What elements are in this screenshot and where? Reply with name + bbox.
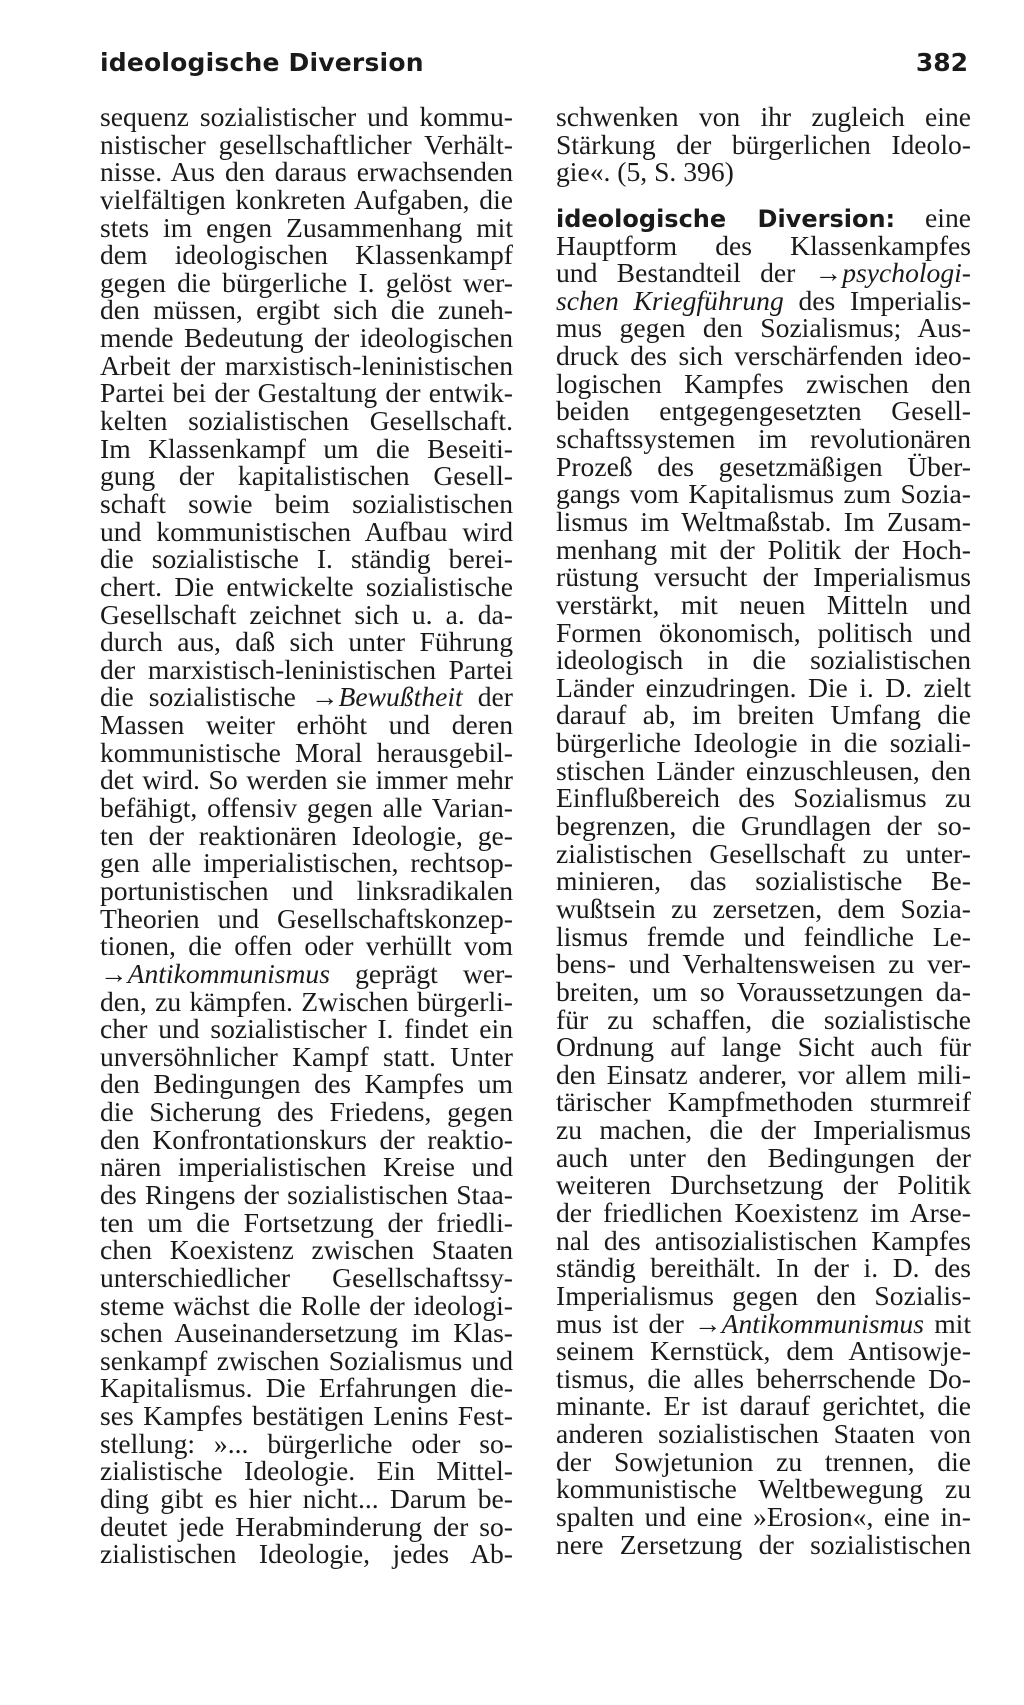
text-line: befähigt, offensiv gegen alle Varian- <box>100 792 513 824</box>
text-line: gung der kapitalistischen Gesell- <box>100 460 513 492</box>
text-line: tionen, die offen oder verhüllt vom <box>100 930 513 962</box>
dictionary-entry <box>556 201 971 1560</box>
cross-reference-term: schen Kriegführung <box>556 284 784 316</box>
text-line: bens- und Verhaltensweisen zu ver- <box>556 948 971 980</box>
entry-keyword: ideologische Diversion: <box>556 204 896 233</box>
text-line: beiden entgegengesetzten Gesell- <box>556 395 971 427</box>
cross-reference-term: Antikommunismus <box>721 1307 924 1339</box>
text-line: begrenzen, die Grundlagen der so- <box>556 810 971 842</box>
text-line: stellung: »... bürgerliche oder so- <box>100 1427 513 1459</box>
text-line: ständig bereithält. In der i. D. des <box>556 1252 971 1284</box>
text-line: sequenz sozialistischer und kommu- <box>100 101 513 132</box>
text-line: portunistischen und linksradikalen <box>100 874 513 906</box>
text-line: tärischer Kampfmethoden sturmreif <box>556 1086 971 1118</box>
text-line: Partei bei der Gestaltung der entwik- <box>100 377 513 409</box>
cross-reference-term: Bewußtheit <box>338 681 463 713</box>
text-line: die sozialistische I. ständig berei- <box>100 543 513 575</box>
text-line: mus gegen den Sozialismus; Aus- <box>556 312 971 344</box>
text-line: det wird. So werden sie immer mehr <box>100 764 513 796</box>
text-line: rüstung versucht der Imperialismus <box>556 561 971 593</box>
text-line: bürgerliche Ideologie in die soziali- <box>556 727 971 759</box>
text-line: und kommunistischen Aufbau wird <box>100 515 513 547</box>
text-line <box>556 284 971 316</box>
text-line: gen alle imperialistischen, rechtsop- <box>100 847 513 879</box>
text-line: nären imperialistischen Kreise und <box>100 1151 513 1183</box>
line-fragment: mit <box>923 1307 971 1339</box>
text-line: ideologisch in die sozialistischen <box>556 644 971 676</box>
text-line: spalten und eine »Erosion«, eine in- <box>556 1501 971 1533</box>
text-line <box>100 683 513 711</box>
text-line: deutet jede Herabminderung der so- <box>100 1510 513 1542</box>
cross-reference-arrow: → <box>814 257 843 289</box>
text-line: dem ideologischen Klassenkampf <box>100 239 513 271</box>
text-line: Prozeß des gesetzmäßigen Über- <box>556 450 971 482</box>
text-line: Theorien und Gesellschaftskonzep- <box>100 902 513 934</box>
text-line: Stärkung der bürgerlichen Ideolo- <box>556 128 971 160</box>
text-line <box>100 957 513 989</box>
text-line: zu machen, die der Imperialismus <box>556 1114 971 1146</box>
text-line: ten der reaktionären Ideologie, ge- <box>100 819 513 851</box>
text-line: den Bedingungen des Kampfes um <box>100 1068 513 1100</box>
text-line: zialistische Ideologie. Ein Mittel- <box>100 1455 513 1487</box>
cross-reference-arrow: → <box>310 681 339 713</box>
text-line: den Einsatz anderer, vor allem mili- <box>556 1058 971 1090</box>
text-line: die Sicherung des Friedens, gegen <box>100 1096 513 1128</box>
text-line: schaft sowie beim sozialistischen <box>100 487 513 519</box>
text-line: seinem Kernstück, dem Antisowje- <box>556 1335 971 1367</box>
text-line: stets im engen Zusammenhang mit <box>100 211 513 243</box>
text-line: gangs vom Kapitalismus zum Sozia- <box>556 478 971 510</box>
text-line: anderen sozialistischen Staaten von <box>556 1418 971 1450</box>
text-line: der friedlichen Koexistenz im Arse- <box>556 1196 971 1228</box>
text-line: den, zu kämpfen. Zwischen bürgerli- <box>100 985 513 1017</box>
entry-first-line-rest: eine <box>895 201 971 233</box>
text-line: der Sowjetunion zu trennen, die <box>556 1445 971 1477</box>
page-number: 382 <box>915 48 968 77</box>
text-line: Im Klassenkampf um die Beseiti- <box>100 432 513 464</box>
text-line: steme wächst die Rolle der ideologi- <box>100 1289 513 1321</box>
line-fragment: der <box>462 681 513 713</box>
text-line: schen Auseinandersetzung im Klas- <box>100 1317 513 1349</box>
running-head-title: ideologische Diversion <box>100 48 424 77</box>
cross-reference-term: psychologi- <box>842 257 971 289</box>
text-line: den Konfrontationskurs der reaktio- <box>100 1123 513 1155</box>
text-line: cher und sozialistischer I. findet ein <box>100 1013 513 1045</box>
cross-reference-term: Antikommunismus <box>127 957 330 989</box>
line-fragment: geprägt wer- <box>329 957 513 989</box>
text-line: ten um die Fortsetzung der friedli- <box>100 1206 513 1238</box>
text-line: schwenken von ihr zugleich eine <box>556 101 971 132</box>
continuation-paragraph <box>556 103 971 186</box>
text-line: lismus fremde und feindliche Le- <box>556 920 971 952</box>
text-line: Imperialismus gegen den Sozialis- <box>556 1279 971 1311</box>
text-line: kommunistische Moral herausgebil- <box>100 736 513 768</box>
text-line: nisse. Aus den daraus erwachsenden <box>100 156 513 188</box>
text-line: zialistischen Gesellschaft zu unter- <box>556 837 971 869</box>
text-line: Arbeit der marxistisch-leninistischen <box>100 349 513 381</box>
running-head <box>100 48 968 88</box>
right-text-column <box>556 103 971 1558</box>
line-fragment: des Imperialis- <box>783 284 971 316</box>
text-line: Formen ökonomisch, politisch und <box>556 616 971 648</box>
left-text-column <box>100 103 513 1568</box>
text-line: Hauptform des Klassenkampfes <box>556 229 971 261</box>
text-line: verstärkt, mit neuen Mitteln und <box>556 588 971 620</box>
text-line: lismus im Weltmaßstab. Im Zusam- <box>556 505 971 537</box>
text-line: druck des sich verschärfenden ideo- <box>556 340 971 372</box>
text-line <box>556 259 971 287</box>
text-line: Länder einzudringen. Die i. D. zielt <box>556 671 971 703</box>
cross-reference-arrow: → <box>100 957 128 989</box>
text-line: weiteren Durchsetzung der Politik <box>556 1169 971 1201</box>
text-line: minante. Er ist darauf gerichtet, die <box>556 1390 971 1422</box>
text-line: des Ringens der sozialistischen Staa- <box>100 1178 513 1210</box>
text-line: kelten sozialistischen Gesellschaft. <box>100 405 513 437</box>
text-line: tismus, die alles beherrschende Do- <box>556 1362 971 1394</box>
text-line: durch aus, daß sich unter Führung <box>100 626 513 658</box>
text-line: unterschiedlicher Gesellschaftssy- <box>100 1261 513 1293</box>
text-line: stischen Länder einzuschleusen, den <box>556 754 971 786</box>
text-line: zialistischen Ideologie, jedes Ab- <box>100 1538 513 1570</box>
text-line: Ordnung auf lange Sicht auch für <box>556 1031 971 1063</box>
text-line: menhang mit der Politik der Hoch- <box>556 533 971 565</box>
text-line <box>556 201 971 233</box>
text-line <box>556 1307 971 1339</box>
text-line: nal des antisozialistischen Kampfes <box>556 1224 971 1256</box>
text-line: Massen weiter erhöht und deren <box>100 709 513 741</box>
text-line: gie«. (5, S. 396) <box>556 156 734 188</box>
text-line: Einflußbereich des Sozialismus zu <box>556 782 971 814</box>
text-line: ses Kampfes bestätigen Lenins Fest- <box>100 1400 513 1432</box>
text-line: breiten, um so Voraussetzungen da- <box>556 975 971 1007</box>
line-fragment: und Bestandteil der <box>556 257 815 289</box>
line-fragment: die sozialistische <box>100 681 311 713</box>
text-line: Gesellschaft zeichnet sich u. a. da- <box>100 598 513 630</box>
text-line: unversöhnlicher Kampf statt. Unter <box>100 1040 513 1072</box>
text-line: auch unter den Bedingungen der <box>556 1141 971 1173</box>
text-line: vielfältigen konkreten Aufgaben, die <box>100 183 513 215</box>
cross-reference-arrow: → <box>694 1307 722 1339</box>
text-line: chert. Die entwickelte sozialistische <box>100 570 513 602</box>
text-line: schaftssystemen im revolutionären <box>556 423 971 455</box>
text-line: logischen Kampfes zwischen den <box>556 367 971 399</box>
text-line: darauf ab, im breiten Umfang die <box>556 699 971 731</box>
text-line: für zu schaffen, die sozialistische <box>556 1003 971 1035</box>
text-line: Kapitalismus. Die Erfahrungen die- <box>100 1372 513 1404</box>
text-line: ding gibt es hier nicht... Darum be- <box>100 1483 513 1515</box>
entry-body <box>556 229 971 1560</box>
text-line: wußtsein zu zersetzen, dem Sozia- <box>556 892 971 924</box>
text-line: kommunistische Weltbewegung zu <box>556 1473 971 1505</box>
text-line: chen Koexistenz zwischen Staaten <box>100 1234 513 1266</box>
text-line: nere Zersetzung der sozialistischen <box>556 1528 971 1560</box>
text-line: mende Bedeutung der ideologischen <box>100 322 513 354</box>
line-fragment: mus ist der <box>556 1307 695 1339</box>
text-line: nistischer gesellschaftlicher Verhält- <box>100 128 513 160</box>
text-line: minieren, das sozialistische Be- <box>556 865 971 897</box>
text-line: gegen die bürgerliche I. gelöst wer- <box>100 266 513 298</box>
text-line: senkampf zwischen Sozialismus und <box>100 1344 513 1376</box>
text-line: den müssen, ergibt sich die zuneh- <box>100 294 513 326</box>
text-line: der marxistisch-leninistischen Partei <box>100 653 513 685</box>
